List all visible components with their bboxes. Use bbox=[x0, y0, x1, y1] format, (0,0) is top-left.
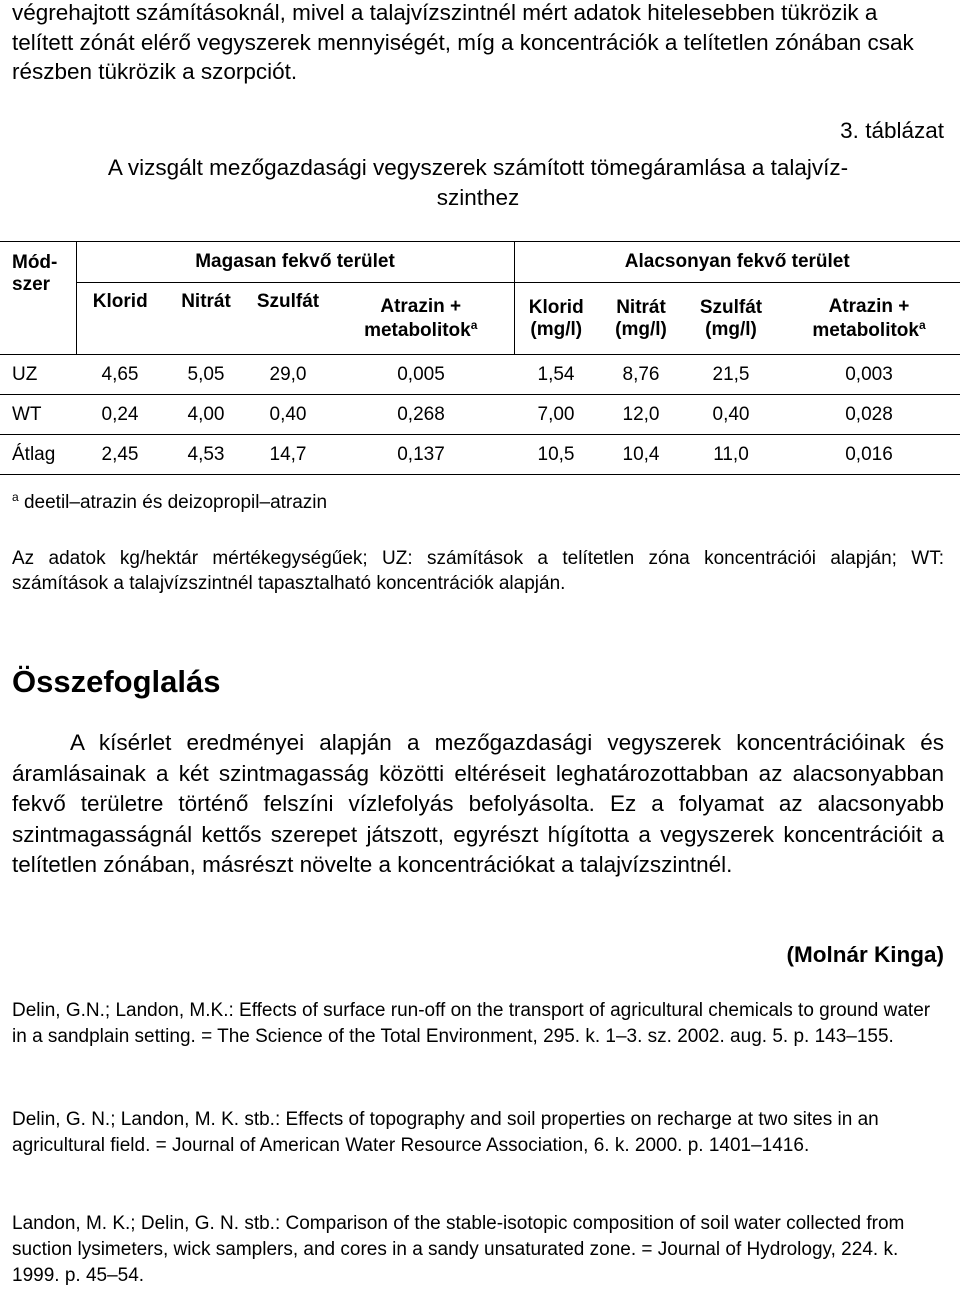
group-header-low: Alacsonyan fekvő terület bbox=[514, 242, 960, 283]
table-title bbox=[12, 153, 944, 213]
table-cell: 0,268 bbox=[397, 403, 445, 425]
table-cell: 0,003 bbox=[845, 363, 893, 385]
col-header-low-atrazin-text: metabolitok bbox=[812, 319, 919, 341]
data-table bbox=[0, 241, 960, 475]
method-header bbox=[0, 242, 76, 355]
col-header-low-szulfat-name: Szulfát bbox=[699, 296, 763, 318]
reference-item: Landon, M. K.; Delin, G. N. stb.: Comparison of the stable-isotopic composition of soil water collected from suction lysimeters, wick samplers, and cores in a sandy unsaturated zone. = Journal of Hydrology, 224. k. 1999. p. 45–54. bbox=[12, 1213, 905, 1286]
footnote-text: deetil–atrazin és deizopropil–atrazin bbox=[18, 492, 328, 513]
col-header-low-klorid-name: Klorid bbox=[528, 296, 584, 318]
row-label: UZ bbox=[12, 363, 38, 385]
table-cell: 4,00 bbox=[187, 403, 225, 425]
col-header-low-nitrat bbox=[598, 283, 684, 355]
table-cell: 8,76 bbox=[622, 363, 660, 385]
table-cell: 29,0 bbox=[269, 363, 307, 385]
col-header-high-atrazin-line-2 bbox=[328, 318, 514, 342]
table-cell: 21,5 bbox=[712, 363, 750, 385]
col-header-low-szulfat-unit: (mg/l) bbox=[705, 318, 757, 340]
table-cell: 5,05 bbox=[187, 363, 225, 385]
col-header-high-atrazin-text: metabolitok bbox=[364, 319, 471, 341]
col-header-low-szulfat bbox=[684, 283, 778, 355]
row-label: WT bbox=[12, 403, 42, 425]
table-title-line-1: A vizsgált mezőgazdasági vegyszerek számított tömegáramlása a talajvíz- bbox=[107, 155, 849, 180]
table-number: 3. táblázat bbox=[840, 118, 944, 143]
table-cell: 0,40 bbox=[269, 403, 307, 425]
table-cell: 7,00 bbox=[537, 403, 575, 425]
table-cell: 0,005 bbox=[397, 363, 445, 385]
table-cell: 0,137 bbox=[397, 443, 445, 465]
method-header-line-1: Mód- bbox=[12, 252, 58, 273]
summary-heading: Összefoglalás bbox=[12, 664, 221, 699]
author-signature: (Molnár Kinga) bbox=[786, 942, 944, 967]
table-cell: 14,7 bbox=[269, 443, 307, 465]
table-cell: 10,5 bbox=[537, 443, 575, 465]
table-cell: 0,016 bbox=[845, 443, 893, 465]
method-header-line-2: szer bbox=[12, 274, 51, 295]
col-header-high-atrazin-line-1: Atrazin + bbox=[380, 295, 462, 317]
footnote-marker: a bbox=[918, 317, 926, 332]
table-cell: 1,54 bbox=[537, 363, 575, 385]
table-cell: 4,53 bbox=[187, 443, 225, 465]
table-note: Az adatok kg/hektár mértékegységűek; UZ: számítások a telítetlen zóna koncentrációi alapján; WT: számítások a talajvízszintnél tapasztalható koncentrációk alapján. bbox=[12, 548, 944, 594]
table-cell: 0,028 bbox=[845, 403, 893, 425]
table-row bbox=[0, 355, 960, 395]
col-header-high-atrazin bbox=[328, 283, 514, 355]
table-title-line-2: szinthez bbox=[436, 185, 520, 210]
col-header-low-atrazin-line-2 bbox=[778, 318, 960, 342]
row-label: Átlag bbox=[12, 443, 56, 465]
footnote-marker: a bbox=[470, 317, 478, 332]
col-header-low-atrazin-line-1: Atrazin + bbox=[828, 295, 910, 317]
table-row bbox=[0, 435, 960, 475]
group-header-high: Magasan fekvő terület bbox=[76, 242, 514, 283]
col-header-high-klorid: Klorid bbox=[92, 291, 148, 312]
table-cell: 12,0 bbox=[622, 403, 660, 425]
table-cell: 0,24 bbox=[101, 403, 139, 425]
table-row bbox=[0, 395, 960, 435]
intro-paragraph: végrehajtott számításoknál, mivel a talajvízszintnél mért adatok hitelesebben tükrözik a telített zónát elérő vegyszerek mennyiségét, míg a koncentrációk a telítetlen zónában csak részben tükrözik a szorpciót. bbox=[12, 0, 914, 84]
table-footnote bbox=[12, 490, 327, 514]
col-header-low-klorid bbox=[514, 283, 598, 355]
table-cell: 0,40 bbox=[712, 403, 750, 425]
col-header-low-atrazin bbox=[778, 283, 960, 355]
table-cell: 10,4 bbox=[622, 443, 660, 465]
footnote-marker: a bbox=[12, 490, 19, 504]
table-cell: 2,45 bbox=[101, 443, 139, 465]
reference-item: Delin, G. N.; Landon, M. K. stb.: Effects of topography and soil properties on recharge at two sites in an agricultural field. = Journal of American Water Resource Association, 6. k. 2000. p. 1401–1416. bbox=[12, 1109, 879, 1156]
table-cell: 11,0 bbox=[713, 443, 749, 465]
col-header-high-szulfat: Szulfát bbox=[256, 291, 320, 312]
table-cell: 4,65 bbox=[101, 363, 139, 385]
col-header-low-nitrat-name: Nitrát bbox=[616, 296, 666, 318]
col-header-low-klorid-unit: (mg/l) bbox=[530, 318, 583, 340]
col-header-low-nitrat-unit: (mg/l) bbox=[615, 318, 667, 340]
col-header-high-nitrat: Nitrát bbox=[181, 291, 231, 312]
reference-item: Delin, G.N.; Landon, M.K.: Effects of surface run-off on the transport of agricultural chemicals to ground water in a sandplain setting. = The Science of the Total Environment, 295. k. 1–3. sz. 2002. aug. 5. p. 143–155. bbox=[12, 1000, 931, 1047]
summary-paragraph: A kísérlet eredményei alapján a mezőgazdasági vegyszerek koncentrációinak és áramlásainak a két szintmagasság közötti eltéréseit leghatározottabban az alacsonyabban fekvő területre történő felszíni vízlefolyás befolyásolta. Ez a folyamat az alacsonyabb szintmagasságnál kettős szerepet játszott, egyrészt hígította a vegyszerek koncentrációit a telítetlen zónában, másrészt növelte a koncentrációkat a talajvízszintnél. bbox=[12, 730, 944, 877]
